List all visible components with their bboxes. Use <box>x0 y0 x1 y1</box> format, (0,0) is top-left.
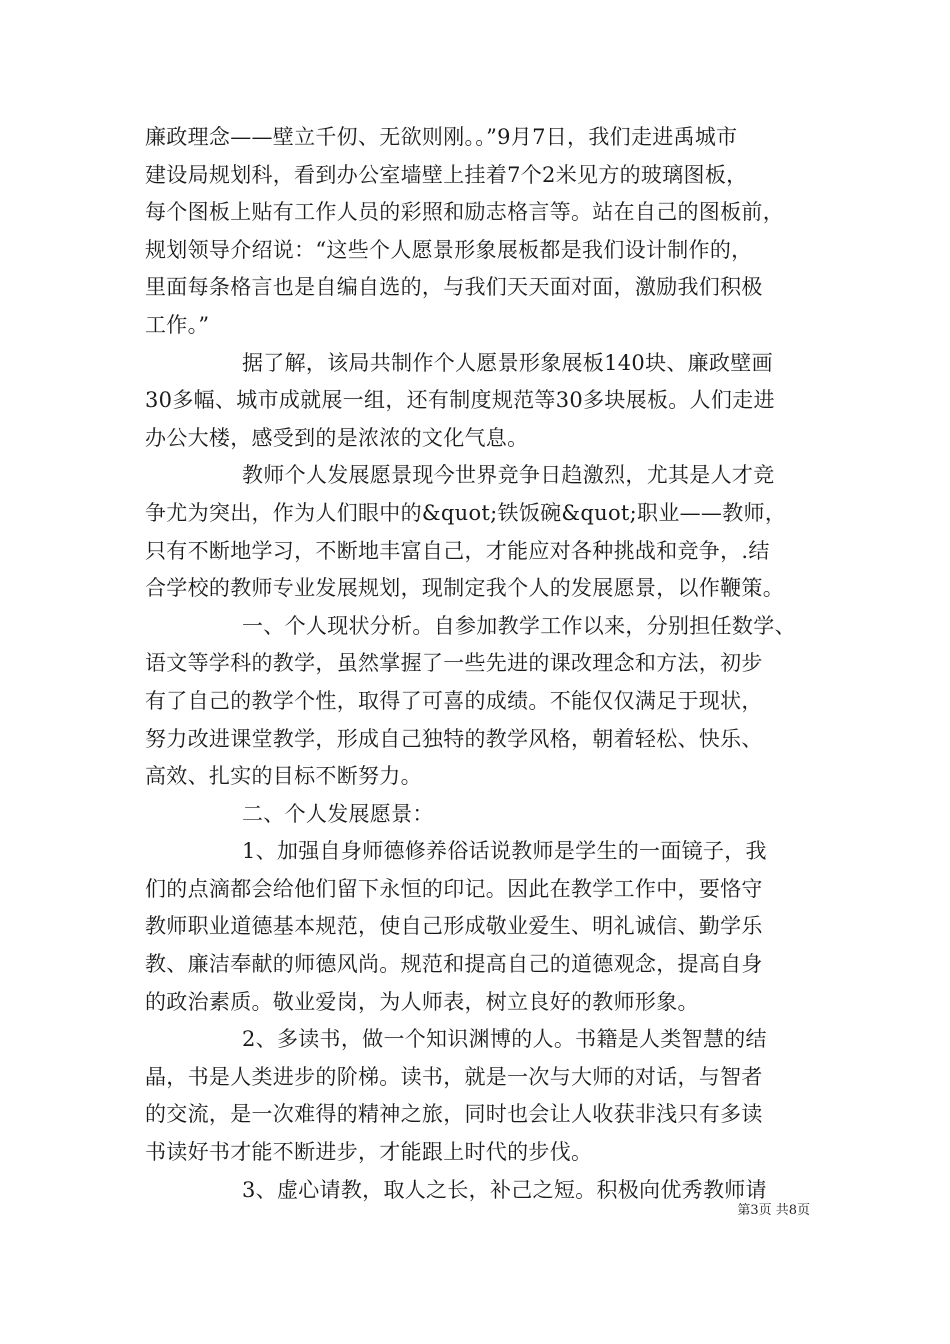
text-line: 有了自己的教学个性，取得了可喜的成绩。不能仅仅满足于现状， <box>145 688 763 713</box>
text-line: 晶，书是人类进步的阶梯。读书，就是一次与大师的对话，与智者 <box>145 1064 763 1089</box>
text-line: 语文等学科的教学，虽然掌握了一些先进的课改理念和方法，初步 <box>145 651 763 676</box>
page-number: 第3页 共8页 <box>737 1203 810 1218</box>
text-line: 合学校的教师专业发展规划，现制定我个人的发展愿景，以作鞭策。 <box>145 576 784 601</box>
text-line: 每个图板上贴有工作人员的彩照和励志格言等。站在自己的图板前， <box>145 200 784 225</box>
text-line: 教师职业道德基本规范，使自己形成敬业爱生、明礼诚信、勤学乐 <box>145 914 763 939</box>
text-line: 据了解，该局共制作个人愿景形象展板140块、廉政壁画 <box>242 350 773 375</box>
text-line: 努力改进课堂教学，形成自己独特的教学风格，朝着轻松、快乐、 <box>145 726 763 751</box>
text-line: 的政治素质。敬业爱岗，为人师表，树立良好的教师形象。 <box>145 989 699 1014</box>
text-line: 2、多读书，做一个知识渊博的人。书籍是人类智慧的结 <box>242 1027 767 1052</box>
text-line: 里面每条格言也是自编自选的，与我们天天面对面，激励我们积极 <box>145 275 763 300</box>
text-line: 高效、扎实的目标不断努力。 <box>145 764 422 789</box>
text-line: 建设局规划科，看到办公室墙壁上挂着7个2米见方的玻璃图板， <box>145 162 748 187</box>
text-line: 一、个人现状分析。自参加教学工作以来，分别担任数学、 <box>242 613 796 638</box>
document-body <box>145 119 835 1209</box>
text-line: 1、加强自身师德修养俗话说教师是学生的一面镜子，我 <box>242 839 767 864</box>
text-line: 办公大楼，感受到的是浓浓的文化气息。 <box>145 425 529 450</box>
text-line: 的交流，是一次难得的精神之旅，同时也会让人收获非浅只有多读 <box>145 1102 763 1127</box>
text-line: 只有不断地学习，不断地丰富自己，才能应对各种挑战和竞争，.结 <box>145 538 770 563</box>
text-line: 二、个人发展愿景： <box>242 801 434 826</box>
text-line: 教、廉洁奉献的师德风尚。规范和提高自己的道德观念，提高自身 <box>145 952 763 977</box>
text-line: 工作。” <box>145 312 210 337</box>
text-line: 教师个人发展愿景现今世界竞争日趋激烈，尤其是人才竞 <box>242 463 775 488</box>
text-line: 3、虚心请教，取人之长，补己之短。积极向优秀教师请 <box>242 1177 767 1202</box>
text-line: 书读好书才能不断进步，才能跟上时代的步伐。 <box>145 1140 593 1165</box>
text-line: 规划领导介绍说：“这些个人愿景形象展板都是我们设计制作的， <box>145 237 753 262</box>
text-line: 们的点滴都会给他们留下永恒的印记。因此在教学工作中，要恪守 <box>145 876 763 901</box>
text-line: 争尤为突出，作为人们眼中的&quot;铁饭碗&quot;职业——教师， <box>145 500 787 525</box>
text-line: 30多幅、城市成就展一组，还有制度规范等30多块展板。人们走进 <box>145 388 775 413</box>
text-line: 廉政理念——壁立千仞、无欲则刚。。”9月7日，我们走进禹城市 <box>145 125 738 149</box>
